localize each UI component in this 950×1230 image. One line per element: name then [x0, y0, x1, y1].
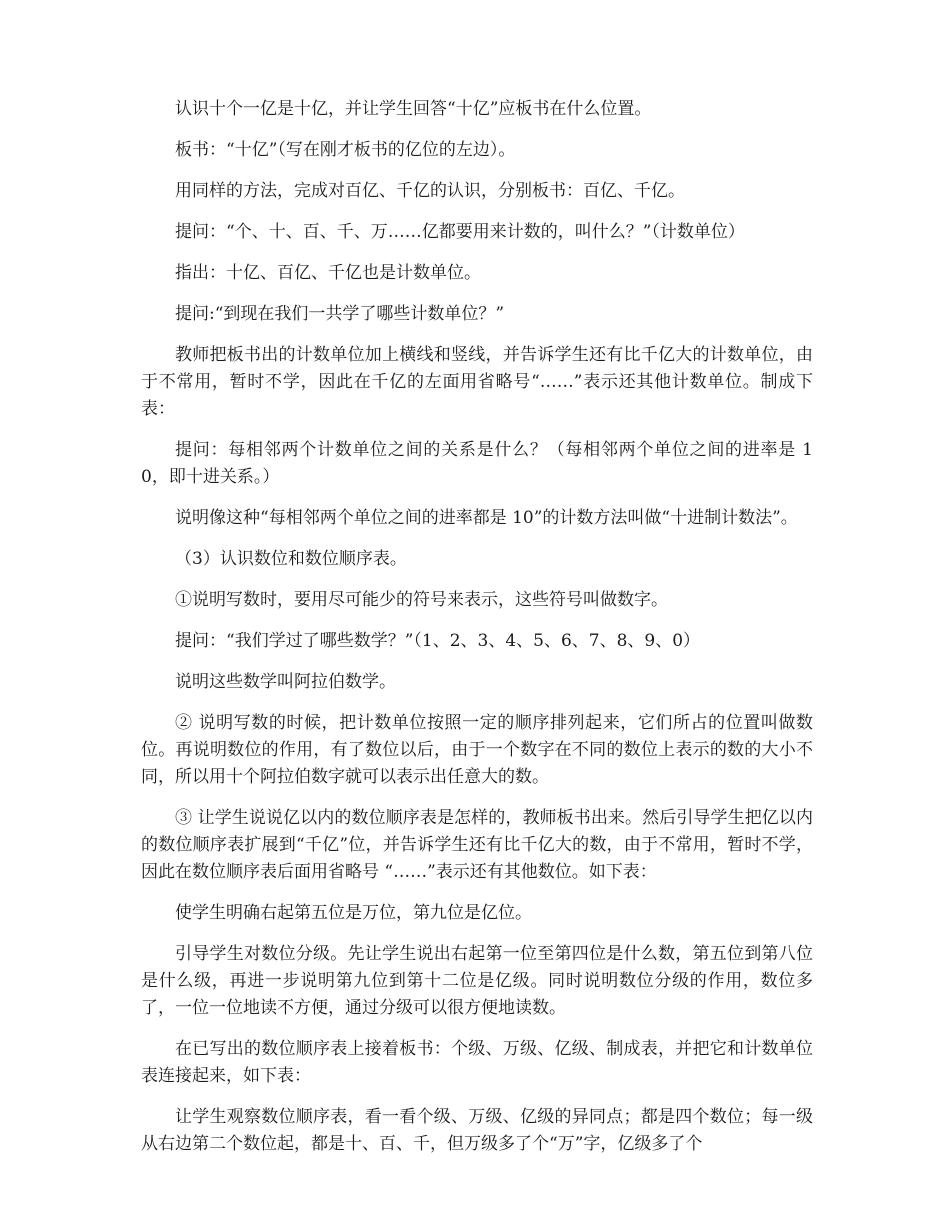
paragraph: 提问：“我们学过了哪些数学？”（1、2、3、4、5、6、7、8、9、0） — [175, 631, 701, 651]
paragraph: 说明像这种“每相邻两个单位之间的进率都是 10”的计数方法叫做“十进制计数法”。 — [175, 508, 798, 528]
paragraph: 使学生明确右起第五位是万位，第九位是亿位。 — [175, 903, 532, 923]
section-heading: （3）认识数位和数位顺序表。 — [175, 549, 407, 569]
document-body — [141, 96, 813, 1172]
paragraph: 让学生观察数位顺序表，看一看个级、万级、亿级的异同点；都是四个数位；每一级从右边第二个数位起，都是十、百、千，但万级多了个“万”字，亿级多了个 — [141, 1107, 813, 1154]
paragraph: 板书：“十亿”（写在刚才板书的亿位的左边）。 — [175, 140, 516, 160]
paragraph: 教师把板书出的计数单位加上横线和竖线，并告诉学生还有比千亿大的计数单位，由于不常用，暂时不学，因此在千亿的左面用省略号“……”表示还其他计数单位。制成下表： — [141, 345, 813, 419]
paragraph: 提问：“个、十、百、千、万……亿都要用来计数的，叫什么？”（计数单位） — [175, 222, 745, 242]
paragraph: ①说明写数时，要用尽可能少的符号来表示，这些符号叫做数字。 — [175, 590, 668, 610]
paragraph: 用同样的方法，完成对百亿、千亿的认识，分别板书：百亿、千亿。 — [175, 181, 685, 201]
paragraph: 认识十个一亿是十亿，并让学生回答“十亿”应板书在什么位置。 — [175, 99, 652, 119]
paragraph: ② 说明写数的时候，把计数单位按照一定的顺序排列起来，它们所占的位置叫做数位。再说明数位的作用，有了数位以后，由于一个数字在不同的数位上表示的数的大小不同，所以用十个阿拉伯数字就可以表示出任意大的数。 — [141, 713, 813, 787]
paragraph: 引导学生对数位分级。先让学生说出右起第一位至第四位是什么数，第五位到第八位是什么级，再进一步说明第九位到第十二位是亿级。同时说明数位分级的作用，数位多了，一位一位地读不方便，通过分级可以很方便地读数。 — [141, 944, 813, 1018]
paragraph: 指出：十亿、百亿、千亿也是计数单位。 — [175, 263, 481, 283]
paragraph: ③ 让学生说说亿以内的数位顺序表是怎样的，教师板书出来。然后引导学生把亿以内的数位顺序表扩展到“千亿”位，并告诉学生还有比千亿大的数，由于不常用，暂时不学，因此在数位顺序表后面用省略号 “……”表示还有其他数位。如下表： — [141, 808, 813, 882]
paragraph: 在已写出的数位顺序表上接着板书：个级、万级、亿级、制成表，并把它和计数单位表连接起来，如下表： — [141, 1039, 813, 1086]
paragraph: 说明这些数学叫阿拉伯数学。 — [175, 672, 396, 692]
paragraph: 提问:“到现在我们一共学了哪些计数单位？” — [175, 304, 505, 324]
paragraph: 提问：每相邻两个计数单位之间的关系是什么？（每相邻两个单位之间的进率是 10，即十进关系。） — [141, 440, 813, 487]
